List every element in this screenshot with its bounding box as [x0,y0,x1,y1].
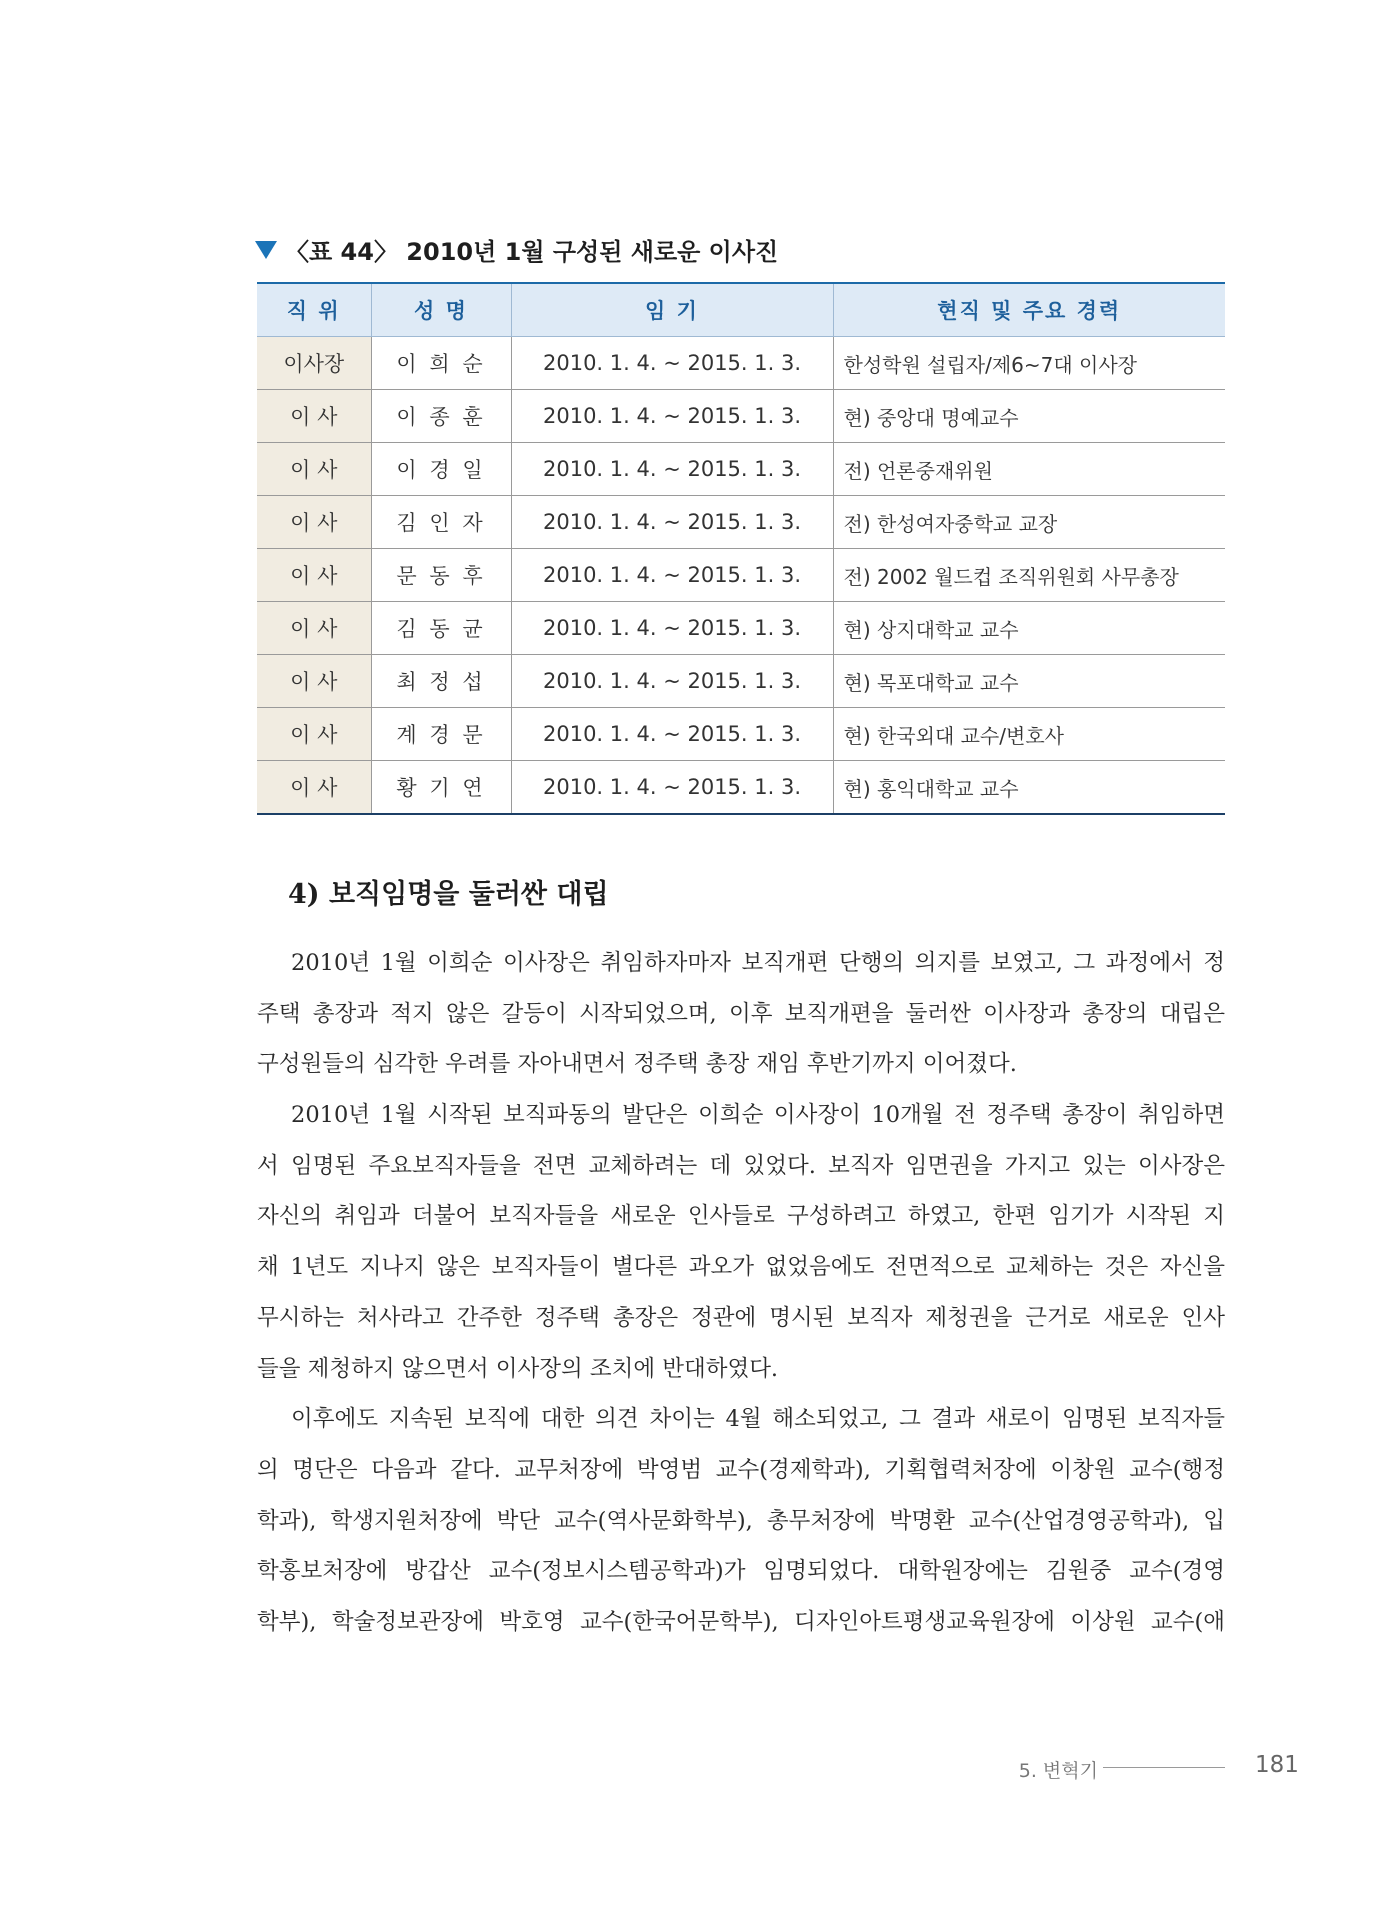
cell-name: 황 기 연 [371,761,511,815]
chapter-label: 5. 변혁기 [1018,1760,1098,1782]
cell-position: 이 사 [257,602,371,655]
cell-name: 이 종 훈 [371,390,511,443]
cell-term: 2010. 1. 4. ~ 2015. 1. 3. [511,496,833,549]
cell-name: 최 정 섭 [371,655,511,708]
table-row [257,602,1225,655]
cell-career: 현) 중앙대 명예교수 [833,390,1225,443]
cell-career: 전) 2002 월드컵 조직위원회 사무총장 [833,549,1225,602]
cell-name: 이 희 순 [371,337,511,390]
table-row [257,655,1225,708]
text-line: 무시하는 처사라고 간주한 정주택 총장은 정관에 명시된 보직자 제청권을 근거로 새로운 인사 [257,1304,1225,1331]
page-footer [0,1752,1400,1782]
cell-term: 2010. 1. 4. ~ 2015. 1. 3. [511,602,833,655]
cell-term: 2010. 1. 4. ~ 2015. 1. 3. [511,390,833,443]
cell-career: 전) 언론중재위원 [833,443,1225,496]
text-line: 학홍보처장에 방갑산 교수(정보시스템공학과)가 임명되었다. 대학원장에는 김원중 교수(경영 [257,1558,1225,1585]
cell-term: 2010. 1. 4. ~ 2015. 1. 3. [511,549,833,602]
cell-position: 이 사 [257,708,371,761]
table-caption-text: 〈표 44〉 2010년 1월 구성된 새로운 이사진 [285,238,779,266]
text-line: 자신의 취임과 더불어 보직자들을 새로운 인사들로 구성하려고 하였고, 한편 임기가 시작된 지 [257,1203,1225,1230]
cell-career: 전) 한성여자중학교 교장 [833,496,1225,549]
cell-career: 한성학원 설립자/제6~7대 이사장 [833,337,1225,390]
page-number: 181 [1255,1752,1299,1778]
footer-rule [1103,1767,1225,1768]
cell-name: 이 경 일 [371,443,511,496]
cell-name: 김 동 균 [371,602,511,655]
text-line: 2010년 1월 시작된 보직파동의 발단은 이희순 이사장이 10개월 전 정주택 총장이 취임하면 [291,1102,1225,1129]
board-members-table [257,282,1225,815]
cell-name: 계 경 문 [371,708,511,761]
cell-career: 현) 상지대학교 교수 [833,602,1225,655]
section-heading: 4) 보직임명을 둘러싼 대립 [288,879,609,910]
cell-name: 김 인 자 [371,496,511,549]
text-line: 이후에도 지속된 보직에 대한 의견 차이는 4월 해소되었고, 그 결과 새로이 임명된 보직자들 [291,1406,1225,1433]
table-row [257,443,1225,496]
text-line: 2010년 1월 이희순 이사장은 취임하자마자 보직개편 단행의 의지를 보였고, 그 과정에서 정 [291,950,1225,976]
text-line: 구성원들의 심각한 우려를 자아내면서 정주택 총장 재임 후반기까지 이어졌다. [257,1051,1017,1078]
text-line: 채 1년도 지나지 않은 보직자들이 별다른 과오가 없었음에도 전면적으로 교체하는 것은 자신을 [257,1254,1225,1281]
cell-position: 이사장 [257,337,371,390]
header-name: 성 명 [371,283,511,337]
text-line: 학과), 학생지원처장에 박단 교수(역사문화학부), 총무처장에 박명환 교수(산업경영공학과), 입 [257,1507,1225,1534]
cell-position: 이 사 [257,655,371,708]
cell-position: 이 사 [257,761,371,815]
cell-position: 이 사 [257,549,371,602]
text-line: 서 임명된 주요보직자들을 전면 교체하려는 데 있었다. 보직자 임면권을 가지고 있는 이사장은 [257,1152,1225,1179]
cell-name: 문 동 후 [371,549,511,602]
cell-position: 이 사 [257,443,371,496]
table-row [257,337,1225,390]
cell-term: 2010. 1. 4. ~ 2015. 1. 3. [511,337,833,390]
cell-term: 2010. 1. 4. ~ 2015. 1. 3. [511,708,833,761]
cell-term: 2010. 1. 4. ~ 2015. 1. 3. [511,761,833,815]
cell-position: 이 사 [257,390,371,443]
header-career: 현직 및 주요 경력 [833,283,1225,337]
table-row [257,549,1225,602]
table-row [257,761,1225,815]
cell-career: 현) 홍익대학교 교수 [833,761,1225,815]
table-row [257,708,1225,761]
cell-position: 이 사 [257,496,371,549]
text-line: 학부), 학술정보관장에 박호영 교수(한국어문학부), 디자인아트평생교육원장에 이상원 교수(애 [257,1608,1225,1635]
table-header-row [257,283,1225,337]
triangle-down-icon [255,241,277,259]
text-line: 주택 총장과 적지 않은 갈등이 시작되었으며, 이후 보직개편을 둘러싼 이사장과 총장의 대립은 [257,1000,1225,1027]
text-line: 들을 제청하지 않으면서 이사장의 조치에 반대하였다. [257,1355,779,1382]
cell-career: 현) 목포대학교 교수 [833,655,1225,708]
table-row [257,390,1225,443]
text-line: 의 명단은 다음과 같다. 교무처장에 박영범 교수(경제학과), 기획협력처장에 이창원 교수(행정 [257,1456,1225,1483]
body-text [257,938,1225,1648]
cell-term: 2010. 1. 4. ~ 2015. 1. 3. [511,443,833,496]
header-position: 직 위 [257,283,371,337]
table-caption [255,232,778,267]
header-term: 임 기 [511,283,833,337]
table-row [257,496,1225,549]
cell-career: 현) 한국외대 교수/변호사 [833,708,1225,761]
cell-term: 2010. 1. 4. ~ 2015. 1. 3. [511,655,833,708]
